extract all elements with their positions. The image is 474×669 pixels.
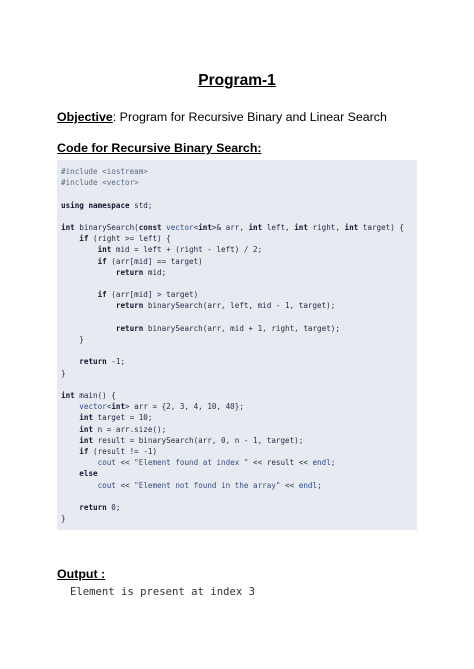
code-line: if (arr[mid] > target)	[97, 290, 199, 300]
code-line: }	[61, 368, 66, 378]
output-heading: Output :	[57, 567, 106, 581]
code-line: return mid;	[115, 267, 167, 277]
code-line: if (arr[mid] == target)	[97, 256, 203, 266]
code-line: #include <vector>	[61, 178, 139, 188]
code-line: else	[79, 469, 98, 479]
code-line: cout << "Element found at index " << result << endl;	[97, 458, 336, 468]
output-text: Element is present at index 3	[70, 586, 255, 598]
code-line: cout << "Element not found in the array" << endl;	[97, 480, 322, 490]
code-line: int binarySearch(const vector<int>& arr, int left, int right, int target) {	[61, 223, 404, 232]
code-line: vector<int> arr = {2, 3, 4, 10, 40};	[79, 402, 244, 412]
code-line: return binarySearch(arr, left, mid - 1, target);	[115, 301, 336, 311]
page-title: Program-1	[198, 72, 276, 89]
code-line: return -1;	[79, 357, 126, 367]
code-line: using namespace std;	[61, 200, 153, 210]
code-line: int result = binarySearch(arr, 0, n - 1, target);	[79, 435, 304, 445]
code-line: int n = arr.size();	[79, 424, 167, 434]
code-line: }	[61, 514, 66, 524]
code-line: if (result != -1)	[79, 447, 158, 456]
code-line: int main() {	[61, 391, 116, 400]
code-line: return binarySearch(arr, mid + 1, right, target);	[115, 323, 340, 333]
objective-text: : Program for Recursive Binary and Linear Search	[112, 110, 387, 124]
objective-line	[57, 110, 387, 124]
code-line: if (right >= left) {	[79, 234, 171, 244]
code-line: }	[61, 335, 84, 344]
code-line: return 0;	[79, 503, 121, 512]
code-heading: Code for Recursive Binary Search:	[57, 141, 262, 155]
objective-label: Objective	[57, 110, 113, 124]
code-line: #include <iostream>	[61, 167, 148, 176]
code-line: int mid = left + (right - left) / 2;	[97, 245, 263, 255]
code-block	[57, 160, 417, 530]
code-line: int target = 10;	[79, 413, 153, 423]
